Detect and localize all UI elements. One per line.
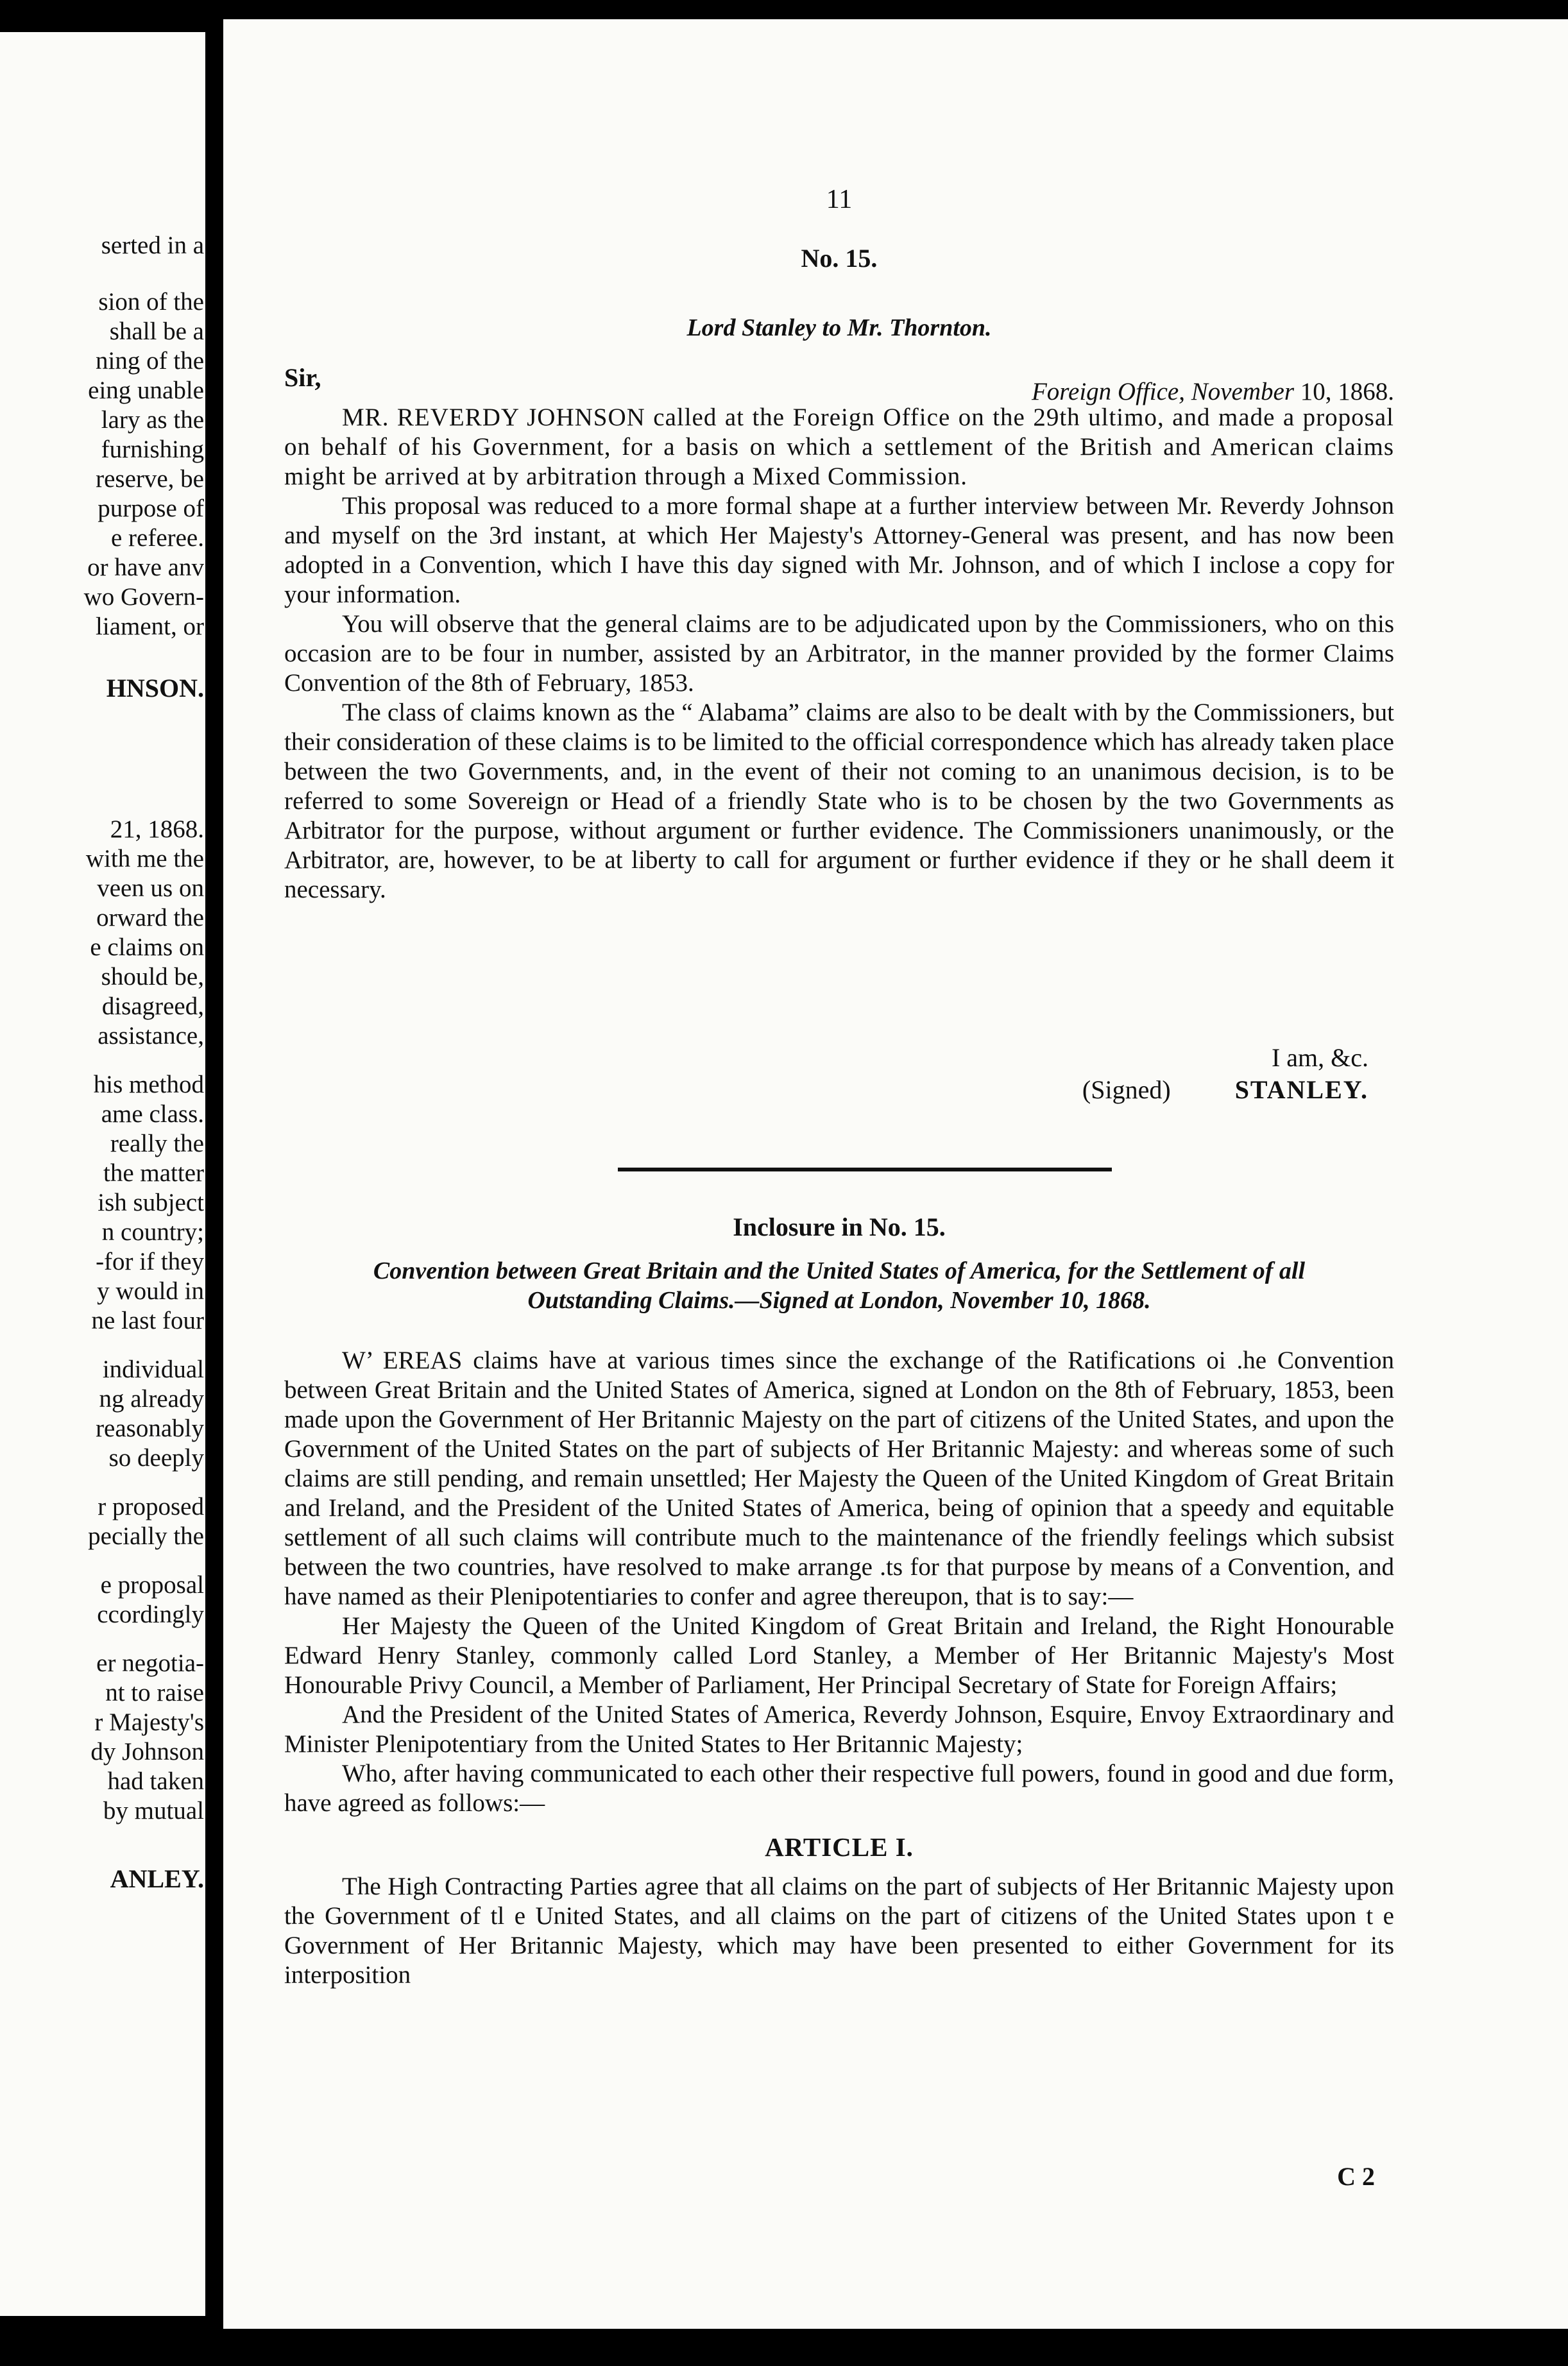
left-page-line: purpose of: [98, 495, 204, 522]
left-page-line: 21, 1868.: [110, 815, 204, 843]
left-page-line: dy Johnson: [90, 1738, 204, 1766]
dateline-place: Foreign Office, November: [1031, 378, 1294, 405]
left-page-line: had taken: [107, 1767, 204, 1795]
left-page-line: lary as the: [101, 406, 204, 434]
left-page-line: shall be a: [109, 318, 204, 345]
left-page-line: r proposed: [98, 1493, 204, 1520]
left-page-line: e referee.: [110, 524, 204, 552]
left-page-line: -for if they: [96, 1248, 204, 1275]
convention-paragraph: Her Majesty the Queen of the United Kingdom of Great Britain and Ireland, the Right Honourable Edward Henry Stanley, commonly called Lord Stanley, a Member of Her Britannic Majesty's Most Honourable Privy Council, a Member of Parliament, Her Principal Secretary of State for Foreign Affairs;: [284, 1612, 1394, 1699]
left-page-line: individual: [102, 1356, 204, 1383]
letter-paragraph: You will observe that the general claims are to be adjudicated upon by the Commissioners, who on this occasion are to be four in number, assisted by an Arbitrator, in the manner provided by the former Claims Convention of the 8th of February, 1853.: [284, 610, 1394, 697]
left-page-line: pecially the: [88, 1522, 204, 1550]
dateline-date: 10, 1868.: [1294, 378, 1394, 405]
salutation: Sir,: [284, 363, 321, 392]
left-page-line: by mutual: [103, 1797, 204, 1825]
signature-line: [1082, 1074, 1368, 1106]
left-page-line: reasonably: [96, 1415, 204, 1442]
letter-paragraph: This proposal was reduced to a more formal shape at a further interview between Mr. Reverdy Johnson and myself on the 3rd instant, at which Her Majesty's Attorney-General was present, and has now been adopted in a Convention, which I have this day signed with Mr. Johnson, and of which I inclose a copy for your information.: [284, 492, 1394, 608]
left-page-line: assistance,: [98, 1022, 204, 1050]
convention-title: Convention between Great Britain and the United States of America, for the Settlement of all Outstanding Claims.—Signed at London, November 10, 1868.: [373, 1257, 1306, 1314]
left-page-line: eing unable: [88, 377, 204, 404]
left-page-line: n country;: [101, 1218, 204, 1246]
left-page-line: ANLEY.: [110, 1864, 204, 1893]
left-page-line: HNSON.: [106, 674, 204, 702]
left-page-line: ame class.: [101, 1100, 204, 1128]
left-page-line: liament, or: [96, 613, 204, 640]
left-page-line: veen us on: [97, 874, 204, 902]
article-paragraph: The High Contracting Parties agree that all claims on the part of subjects of Her Britannic Majesty upon the Government of tl e United States, and all claims on the part of citizens of the United States upon t e Government of Her Britannic Majesty, which may have been presented to either Government for its interposition: [284, 1873, 1394, 1989]
section-divider: [618, 1168, 1112, 1171]
left-page-line: y would in: [97, 1277, 204, 1305]
left-page-line: so deeply: [108, 1444, 204, 1472]
document-number: No. 15.: [801, 244, 878, 273]
signature-mark: C 2: [1337, 2162, 1375, 2191]
convention-paragraph: Who, after having communicated to each other their respective full powers, found in good and due form, have agreed as follows:—: [284, 1760, 1394, 1817]
document-page: [223, 19, 1568, 2329]
left-page-line: should be,: [101, 963, 204, 991]
left-page-line: disagreed,: [101, 992, 204, 1020]
left-page-line: nt to raise: [105, 1679, 204, 1706]
page-number: 11: [826, 185, 853, 214]
letter-body: [284, 403, 1394, 905]
left-page-line: furnishing: [101, 436, 204, 463]
left-page-line: ccordingly: [97, 1601, 204, 1628]
left-page-line: er negotia-: [96, 1649, 204, 1677]
left-page-line: ng already: [99, 1385, 204, 1413]
left-page-line: ne last four: [91, 1307, 204, 1334]
left-page-line: ning of the: [96, 347, 204, 375]
left-page-line: wo Govern-: [83, 583, 204, 611]
closing-block: [1082, 1042, 1368, 1106]
letter-heading: Lord Stanley to Mr. Thornton.: [686, 314, 992, 341]
letter-paragraph: The class of claims known as the “ Alabama” claims are also to be dealt with by the Commissioners, but their consideration of these claims is to be limited to the official correspondence which has already taken place between the two Governments, and, in the event of their not coming to an unanimous decision, is to be referred to some Sovereign or Head of a friendly State who is to be chosen by the two Governments as Arbitrator for the purpose, without argument or further evidence. The Commissioners unanimously, or the Arbitrator, are, however, to be at liberty to call for argument or further evidence if they or he shall deem it necessary.: [284, 699, 1394, 903]
left-page-line: orward the: [96, 904, 204, 932]
left-page-line: ish subject: [98, 1189, 204, 1216]
left-page-line: r Majesty's: [94, 1708, 204, 1736]
left-page-line: sion of the: [98, 288, 204, 316]
convention-paragraph: W’ EREAS claims have at various times since the exchange of the Ratifications oi .he Convention between Great Britain and the United States of America, signed at London on the 8th of February, 1853, been made upon the Government of Her Britannic Majesty on the part of citizens of the United States, and upon the Government of the United States on the part of subjects of Her Britannic Majesty: and whereas some of such claims are still pending, and remain unsettled; Her Majesty the Queen of the United Kingdom of Great Britain and Ireland, and the President of the United States of America, being of opinion that a speedy and equitable settlement of all such claims will contribute much to the maintenance of the friendly feelings which subsist between the two countries, have resolved to make arrange .ts for that purpose by means of a Convention, and have named as their Plenipotentiaries to confer and agree thereupon, that is to say:—: [284, 1347, 1394, 1610]
left-page-line: serted in a: [101, 232, 204, 259]
left-page-line: or have anv: [87, 554, 204, 581]
left-page-fragment: [0, 32, 205, 2316]
convention-paragraph: And the President of the United States of America, Reverdy Johnson, Esquire, Envoy Extraordinary and Minister Plenipotentiary from the United States to Her Britannic Majesty;: [284, 1701, 1394, 1758]
closing-text: I am, &c.: [1271, 1043, 1368, 1072]
letter-paragraph: MR. REVERDY JOHNSON called at the Foreign Office on the 29th ultimo, and made a proposal on behalf of his Government, for a basis on which a settlement of the British and American claims might be arrived at by arbitration through a Mixed Commission.: [284, 404, 1394, 490]
inclosure-title: Inclosure in No. 15.: [733, 1213, 946, 1241]
left-page-line: with me the: [85, 845, 204, 872]
left-page-line: really the: [110, 1130, 204, 1157]
convention-body: [284, 1346, 1394, 1990]
left-page-line: his method: [93, 1071, 204, 1098]
left-page-line: the matter: [103, 1159, 204, 1187]
left-page-line: e claims on: [90, 933, 204, 961]
left-page-line: reserve, be: [96, 465, 204, 493]
signed-label: (Signed): [1082, 1075, 1171, 1104]
article-heading: ARTICLE I.: [765, 1832, 914, 1862]
left-page-line: e proposal: [100, 1571, 204, 1599]
signer-name: STANLEY.: [1234, 1075, 1368, 1104]
